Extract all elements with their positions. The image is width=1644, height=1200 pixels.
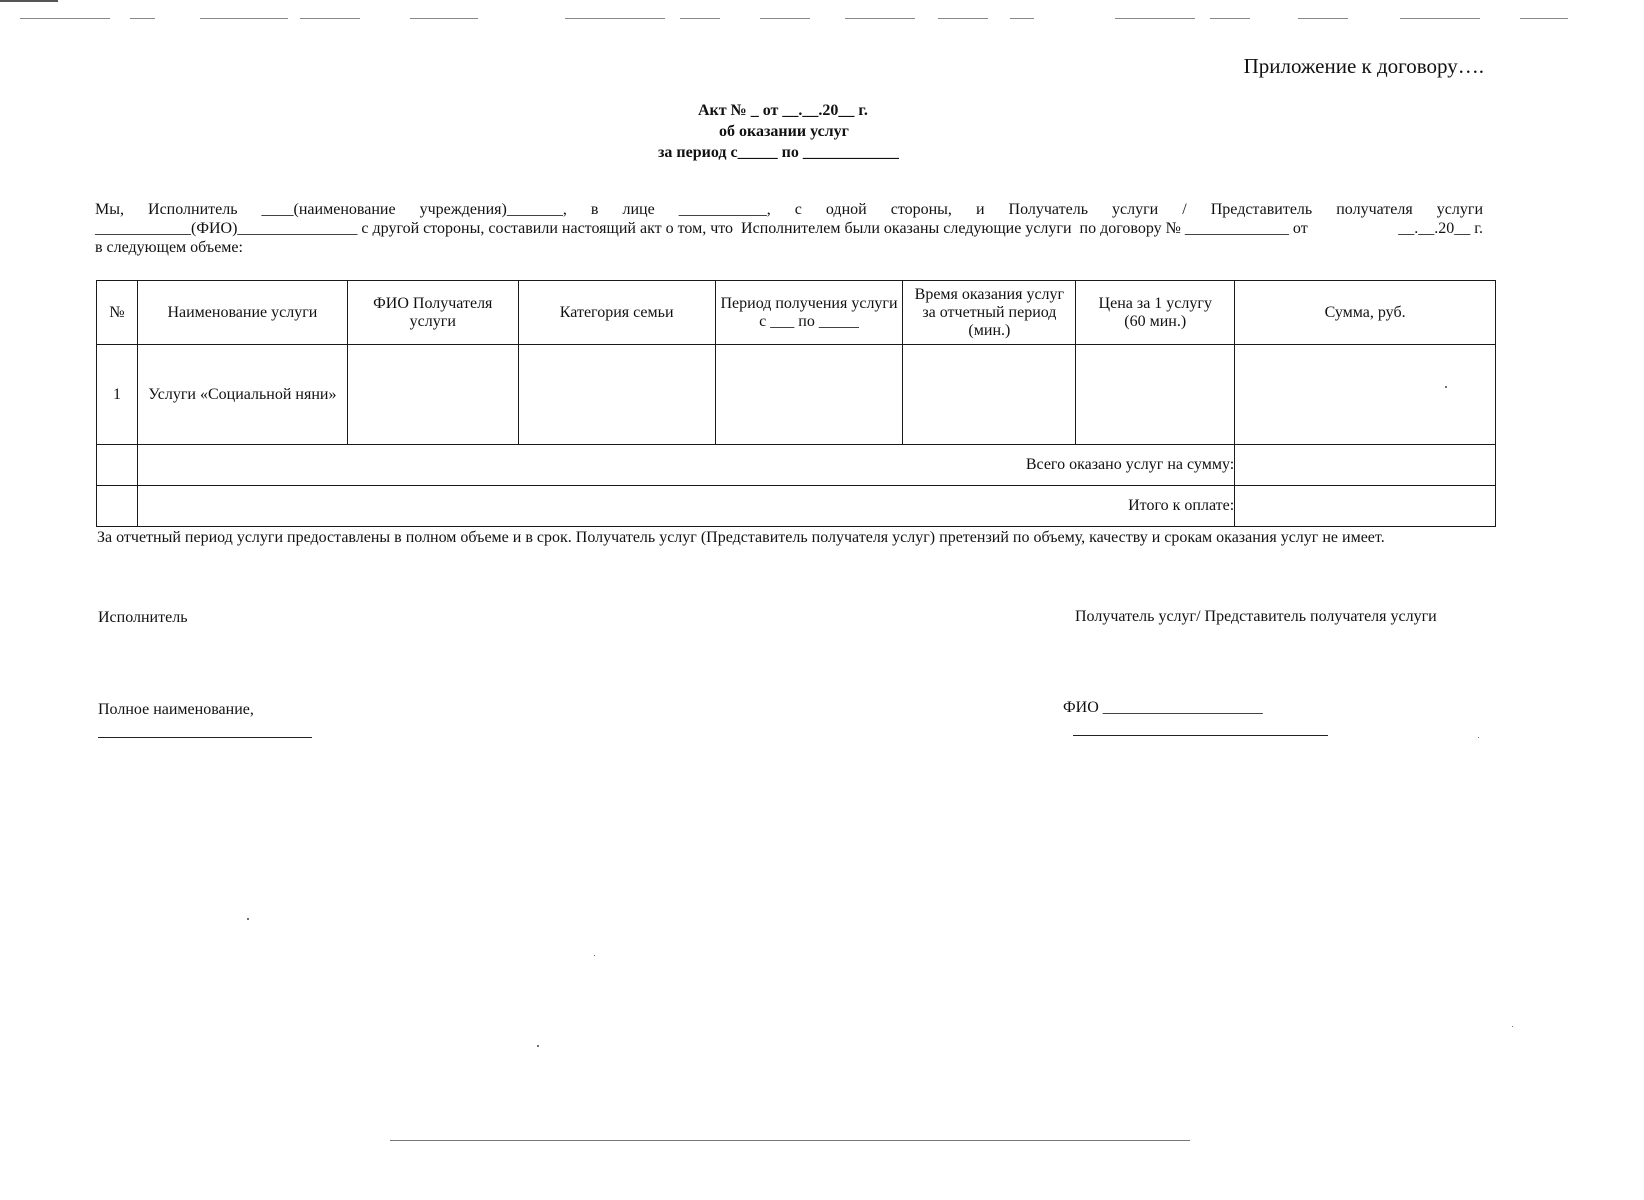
executor-signature-line xyxy=(98,737,312,738)
payable-label: Итого к оплате: xyxy=(137,486,1234,527)
scan-speck xyxy=(537,1045,539,1047)
header-sum: Сумма, руб. xyxy=(1235,281,1496,345)
act-subject-line: об оказании услуг xyxy=(719,123,849,140)
payable-value xyxy=(1235,486,1496,527)
appendix-label: Приложение к договору…. xyxy=(1243,54,1484,78)
total-value xyxy=(1235,445,1496,486)
scan-bottom-edge xyxy=(390,1140,1190,1141)
services-table xyxy=(96,280,1496,527)
executor-fullname-label: Полное наименование, xyxy=(98,701,254,718)
header-number: № xyxy=(97,281,138,345)
confirmation-statement: За отчетный период услуги предоставлены в полном объеме и в срок. Получатель услуг (Представитель получателя услуг) претензий по объему, качеству и срокам оказания услуг не имеет. xyxy=(97,529,1385,546)
header-recipient-name: ФИО Получателя услуги xyxy=(347,281,518,345)
intro-line-2 xyxy=(95,219,1483,238)
recipient-label: Получатель услуг/ Представитель получателя услуги xyxy=(1075,608,1437,625)
scan-top-edge xyxy=(0,0,1568,20)
row-number: 1 xyxy=(97,345,138,445)
header-service-name: Наименование услуги xyxy=(137,281,347,345)
payable-row-number xyxy=(97,486,138,527)
row-unit-price xyxy=(1076,345,1235,445)
header-unit-price: Цена за 1 услугу (60 мин.) xyxy=(1076,281,1235,345)
header-family-category: Категория семьи xyxy=(518,281,715,345)
table-header-row xyxy=(97,281,1496,345)
table-row xyxy=(97,345,1496,445)
intro-line-2-date: __.__.20__ г. xyxy=(1398,220,1483,237)
total-row-number xyxy=(97,445,138,486)
scan-speck xyxy=(1512,1026,1513,1027)
executor-label: Исполнитель xyxy=(98,609,188,626)
intro-line-3: в следующем объеме: xyxy=(95,239,243,256)
act-period-line: за период с_____ по ____________ xyxy=(658,144,899,161)
recipient-signature-line xyxy=(1073,735,1328,736)
scan-speck xyxy=(1445,386,1447,388)
row-service-time xyxy=(903,345,1076,445)
total-label: Всего оказано услуг на сумму: xyxy=(137,445,1234,486)
intro-paragraph xyxy=(95,200,1483,257)
payable-row xyxy=(97,486,1496,527)
act-number-line: Акт № _ от __.__.20__ г. xyxy=(698,102,868,119)
recipient-fio-label: ФИО ____________________ xyxy=(1063,699,1263,716)
row-family-category xyxy=(518,345,715,445)
total-row xyxy=(97,445,1496,486)
scan-speck xyxy=(247,918,249,920)
intro-line-2-text: ____________(ФИО)_______________ с другой стороны, составили настоящий акт о том, что Исполнителем были оказаны следующие услуги по договору № _____________ от xyxy=(95,220,1308,237)
scan-speck xyxy=(1478,737,1479,738)
row-sum xyxy=(1235,345,1496,445)
scan-speck xyxy=(594,955,595,956)
row-recipient-name xyxy=(347,345,518,445)
header-service-time: Время оказания услуг за отчетный период (мин.) xyxy=(903,281,1076,345)
row-service-name: Услуги «Социальной няни» xyxy=(137,345,347,445)
intro-line-1: Мы, Исполнитель ____(наименование учреждения)_______, в лице ___________, с одной стороны, и Получатель услуги / Представитель получателя услуги xyxy=(95,201,1483,218)
header-period: Период получения услуги с ___ по _____ xyxy=(715,281,903,345)
row-period xyxy=(715,345,903,445)
